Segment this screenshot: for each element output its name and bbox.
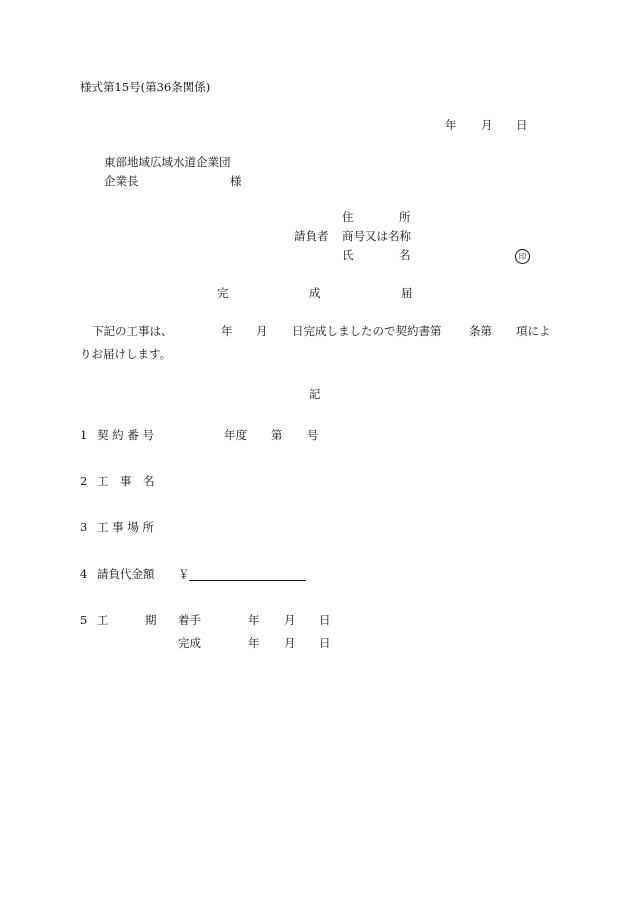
item-1-number: 1 [80, 428, 88, 442]
item-3-label: 工 事 場 所 [97, 520, 154, 534]
form-id: 様式第15号(第36条関係) [80, 80, 211, 94]
date-day-label: 日 [516, 118, 528, 132]
start-month: 月 [284, 613, 296, 627]
date-year-label: 年 [445, 118, 457, 132]
body-part1: 下記の工事は、 [92, 324, 173, 338]
item-5-label-2: 期 [145, 613, 157, 627]
item-1-nendo: 年度 [224, 428, 247, 442]
end-month: 月 [284, 636, 296, 650]
body-clause: 項によ [516, 324, 551, 338]
recipient-honorific: 様 [230, 174, 242, 188]
end-year: 年 [248, 636, 260, 650]
doc-title-char-1: 完 [217, 286, 229, 300]
item-1-label: 契 約 番 号 [97, 428, 154, 442]
name-label-2: 名 [399, 248, 411, 262]
company-label: 商号又は名称 [342, 229, 411, 243]
item-1-dai: 第 [271, 428, 283, 442]
address-label-1: 住 [342, 210, 354, 224]
name-label-1: 氏 [342, 248, 354, 262]
item-1-go: 号 [307, 428, 319, 442]
doc-title-char-3: 届 [401, 286, 413, 300]
item-2-number: 2 [80, 474, 88, 488]
item-3-number: 3 [80, 520, 88, 534]
item-5-number: 5 [80, 613, 88, 627]
date-month-label: 月 [481, 118, 493, 132]
item-5-label-1: 工 [97, 613, 109, 627]
item-4-number: 4 [80, 567, 88, 581]
body-line2: りお届けします。 [80, 347, 172, 361]
item-4-label: 請負代金額 [97, 567, 155, 581]
end-label: 完成 [178, 636, 201, 650]
amount-underline [189, 580, 306, 581]
seal-icon: 印 [515, 249, 530, 264]
body-day-text: 日完成しましたので契約書第 [292, 324, 442, 338]
start-label: 着手 [178, 613, 201, 627]
ki-heading: 記 [309, 387, 321, 401]
body-year: 年 [221, 324, 233, 338]
address-label-2: 所 [399, 210, 411, 224]
end-day: 日 [319, 636, 331, 650]
start-day: 日 [319, 613, 331, 627]
start-year: 年 [248, 613, 260, 627]
body-article: 条第 [469, 324, 492, 338]
body-month: 月 [256, 324, 268, 338]
recipient-title: 企業長 [104, 174, 139, 188]
item-2-label: 工 事 名 [97, 474, 155, 488]
recipient-org: 東部地域広域水道企業団 [104, 155, 231, 169]
doc-title-char-2: 成 [309, 286, 321, 300]
applicant-label: 請負者 [294, 229, 329, 243]
yen-sign: ￥ [178, 567, 190, 581]
